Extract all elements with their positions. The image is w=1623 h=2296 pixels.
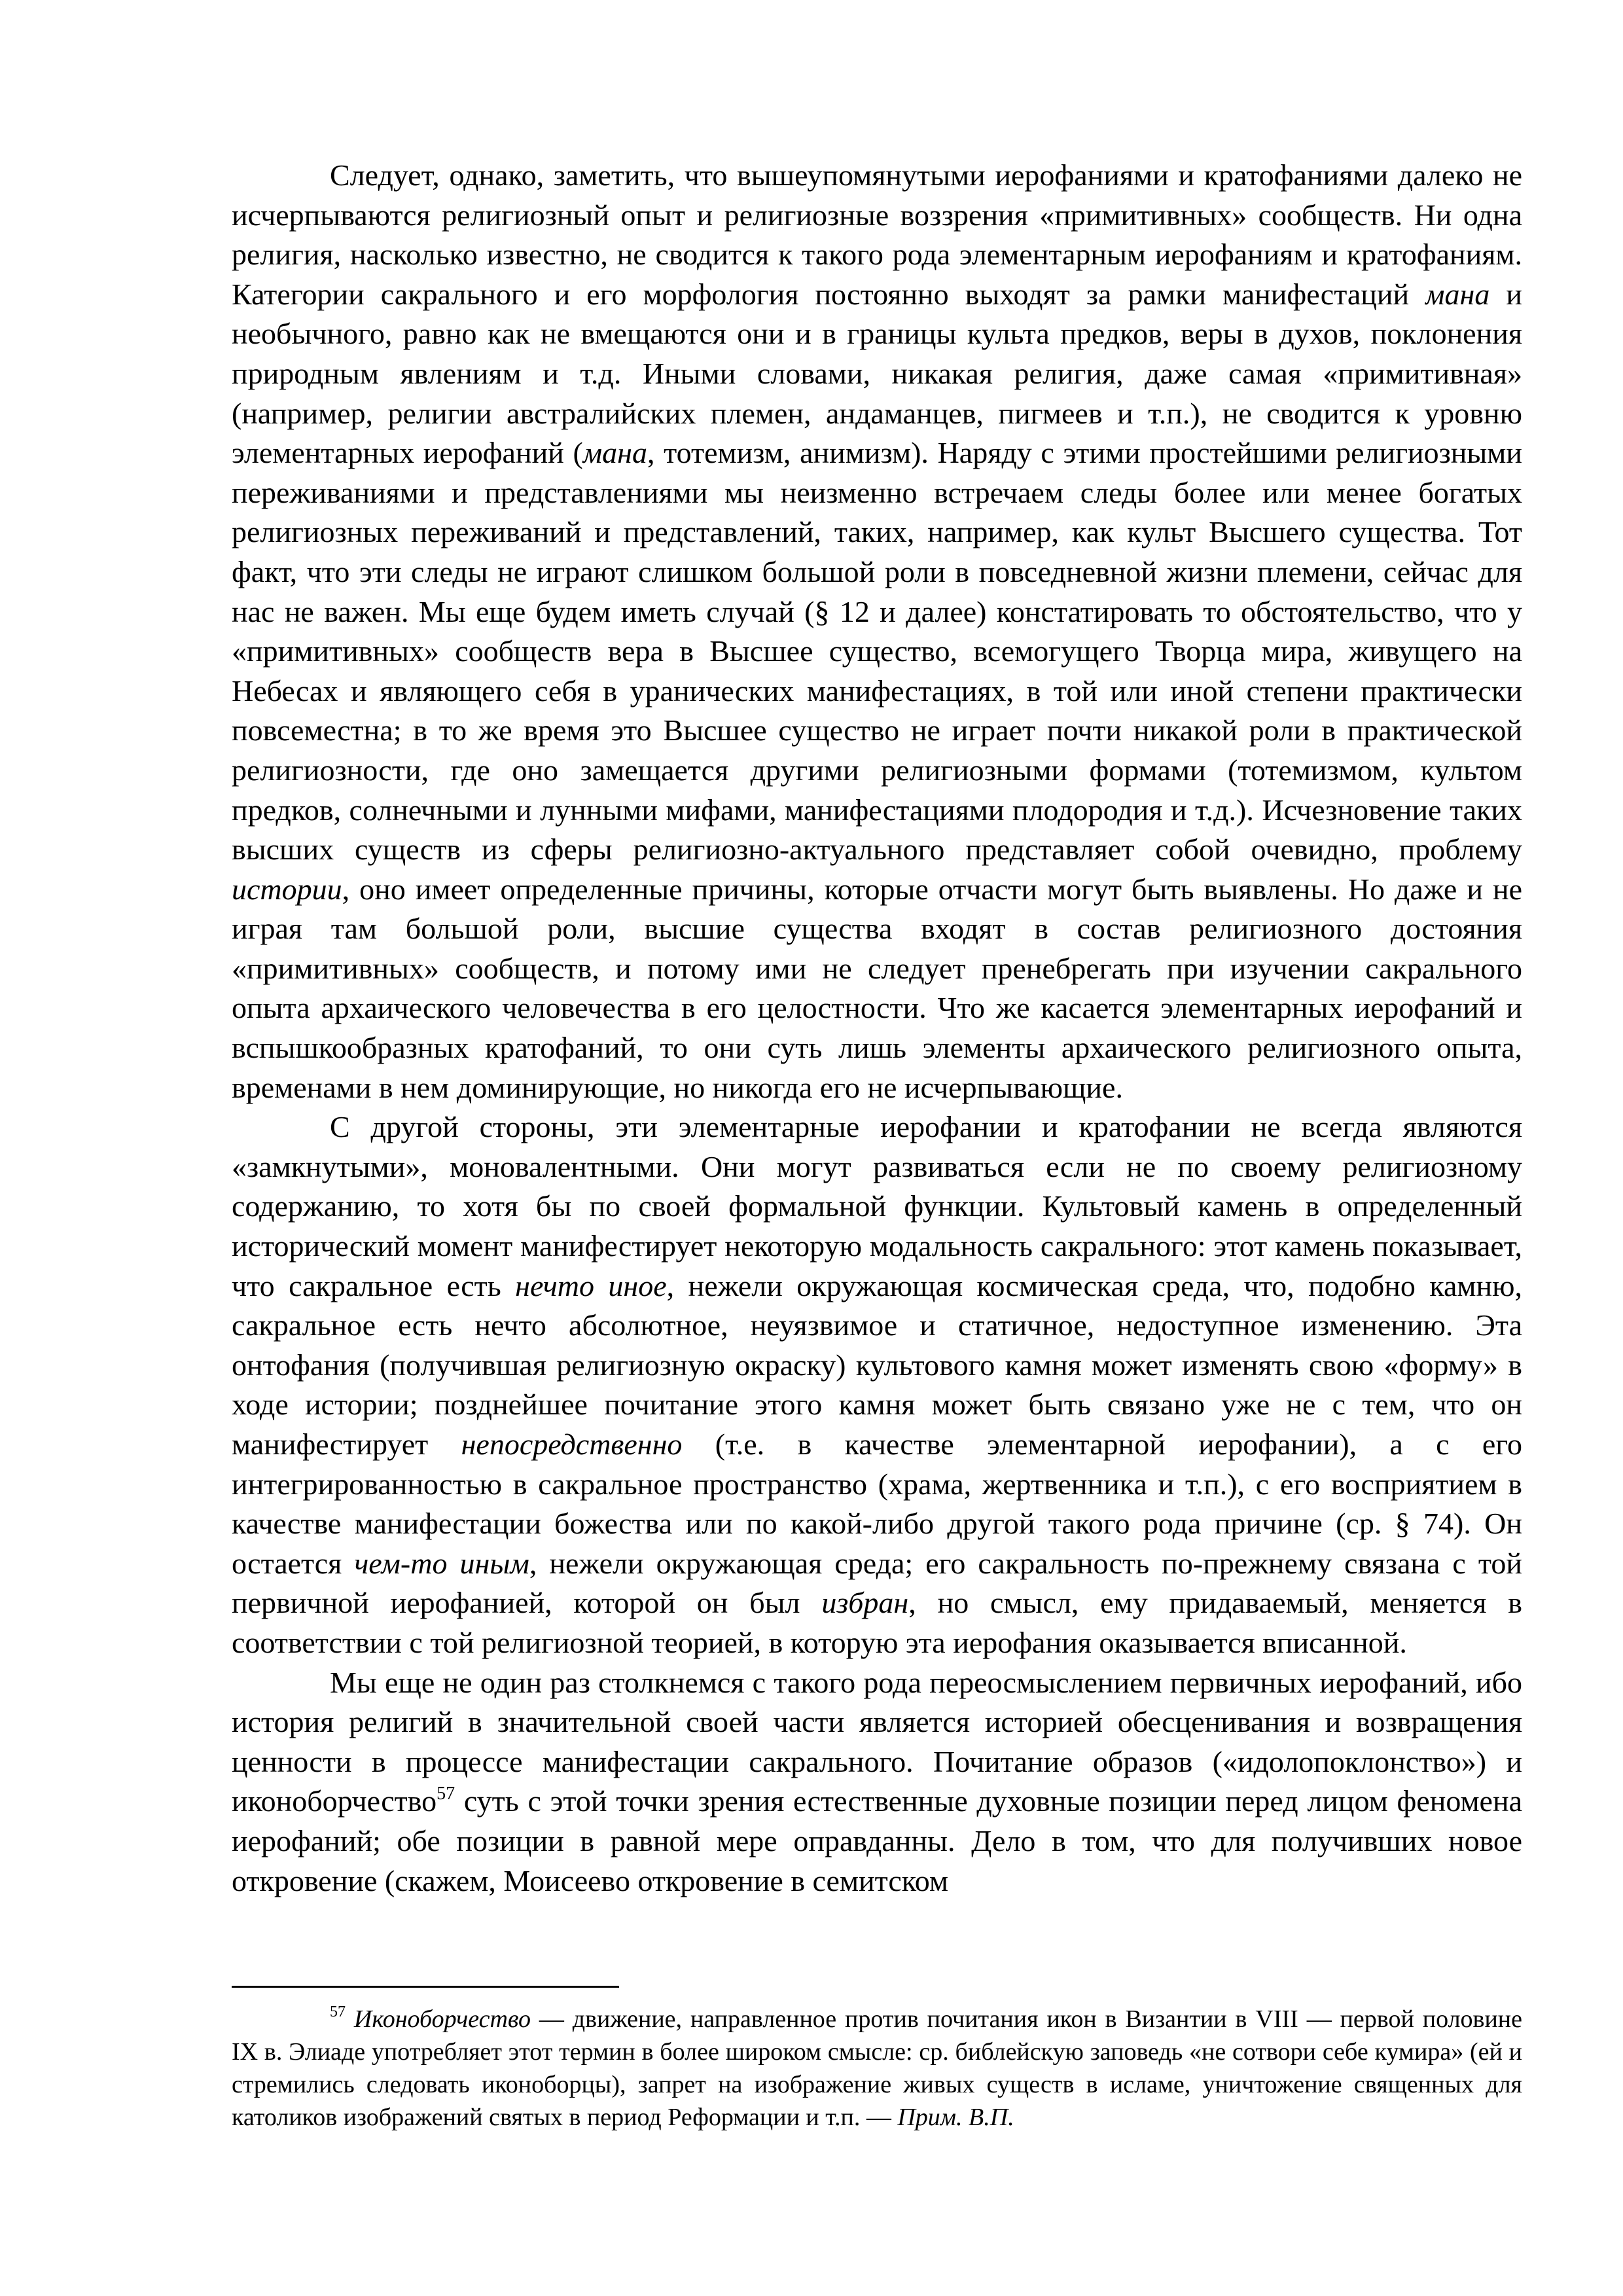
paragraph-3: [232, 1663, 1522, 1901]
body-text: [232, 156, 1522, 1901]
text-run: , но смысл, ему придаваемый, меняется в соответствии с той религиозной теорией, в которую эта иерофания оказывается вписанной.: [232, 1586, 1523, 1659]
italic-term: чем-то иным: [354, 1546, 529, 1580]
italic-term: избран: [821, 1586, 909, 1620]
italic-term: мана: [1425, 277, 1490, 311]
text-run: С другой стороны, эти элементарные иерофании и кратофании не всегда являются «замкнутыми», моновалентными. Они могут развиваться если не по своему религиозному содержанию, то хотя бы по своей формальной функции. Культовый камень в определенный исторический момент манифестирует некоторую модальность сакрального: этот камень показывает, что сакральное есть: [232, 1110, 1522, 1302]
italic-term: мана: [582, 436, 647, 470]
footnote-reference[interactable]: 57: [437, 1784, 455, 1804]
footnote-number: 57: [330, 2003, 346, 2020]
text-run: , нежели окружающая среда; его сакральность по-прежнему связана с той первичной иерофанией, которой он был: [232, 1546, 1522, 1620]
paragraph-1: [232, 156, 1522, 1107]
italic-term: непосредственно: [461, 1427, 683, 1461]
text-run: , нежели окружающая космическая среда, что, подобно камню, сакральное есть нечто абсолютное, неуязвимое и статичное, недоступное изменению. Эта онтофания (получившая религиозную окраску) культового камня может изменять свою «форму» в ходе истории; позднейшее почитание этого камня может быть связано уже не с тем, что он манифестирует: [232, 1268, 1522, 1461]
footnote-divider: [232, 1986, 619, 1988]
text-run: , тотемизм, анимизм). Наряду с этими простейшими религиозными переживаниями и представлениями мы неизменно встречаем следы более или менее богатых религиозных переживаний и представлений, таких, например, как культ Высшего существа. Тот факт, что эти следы не играют слишком большой роли в повседневной жизни племени, сейчас для нас не важен. Мы еще будем иметь случай (§ 12 и далее) констатировать то обстоятельство, что у «примитивных» сообществ вера в Высшее существо, всемогущего Творца мира, живущего на Небесах и являющего себя в уранических манифестациях, в той или иной степени практически повсеместна; в то же время это Высшее существо не играет почти никакой роли в практической религиозности, где оно замещается другими религиозными формами (тотемизмом, культом предков, солнечными и лунными мифами, манифестациями плодородия и т.д.). Исчезновение таких высших существ из сферы религиозно-актуального представляет собой очевидно, проблему: [232, 436, 1522, 867]
footnote-text: — движение, направленное против почитания икон в Византии в VIII — первой половине IX в. Элиаде употребляет этот термин в более широком смысле: ср. библейскую заповедь «не сотвори себе кумира» (ей и стремились следовать иконоборцы), запрет на изображение живых существ в исламе, уничтожение священных для католиков изображений святых в период Реформации и т.п. —: [232, 2005, 1523, 2131]
italic-term: нечто иное: [515, 1268, 667, 1302]
footnote-editor-note: Прим. В.П.: [897, 2104, 1014, 2131]
footnote-term: Иконоборчество: [353, 2005, 531, 2033]
text-run: Следует, однако, заметить, что вышеупомянутыми иерофаниями и кратофаниями далеко не исчерпываются религиозный опыт и религиозные воззрения «примитивных» сообществ. Ни одна религия, насколько известно, не сводится к такого рода элементарным иерофаниям и кратофаниям. Категории сакрального и его морфология постоянно выходят за рамки манифестаций: [232, 158, 1522, 311]
text-run: Мы еще не один раз столкнемся с такого рода переосмыслением первичных иерофаний, ибо история религий в значительной своей части является историей обесценивания и возвращения ценности в процессе манифестации сакрального. Почитание образов («идолопоклонство») и иконоборчество: [232, 1665, 1522, 1818]
paragraph-2: [232, 1107, 1522, 1662]
italic-term: истории: [232, 872, 342, 906]
text-run: , оно имеет определенные причины, которые отчасти могут быть выявлены. Но даже и не играя там большой роли, высшие существа входят в состав религиозного достояния «примитивных» сообществ, и потому ими не следует пренебрегать при изучении сакрального опыта архаического человечества в его целостности. Что же касается элементарных иерофаний и вспышкообразных кратофаний, то они суть лишь элементы архаического религиозного опыта, временами в нем доминирующие, но никогда его не исчерпывающие.: [232, 872, 1522, 1104]
text-run: (т.е. в качестве элементарной иерофании), а с его интегрированностью в сакральное пространство (храма, жертвенника и т.п.), с его восприятием в качестве манифестации божества или по какой-либо другой такого рода причине (ср. § 74). Он остается: [232, 1427, 1522, 1580]
text-run: суть с этой точки зрения естественные духовные позиции перед лицом феномена иерофаний; обе позиции в равной мере оправданны. Дело в том, что для получивших новое откровение (скажем, Моисеево откровение в семитском: [232, 1784, 1522, 1897]
text-run: и необычного, равно как не вмещаются они и в границы культа предков, веры в духов, поклонения природным явлениям и т.д. Иными словами, никакая религия, даже самая «примитивная» (например, религии австралийских племен, андаманцев, пигмеев и т.п.), не сводится к уровню элементарных иерофаний (: [232, 277, 1522, 470]
footnote-57: [232, 2003, 1522, 2134]
